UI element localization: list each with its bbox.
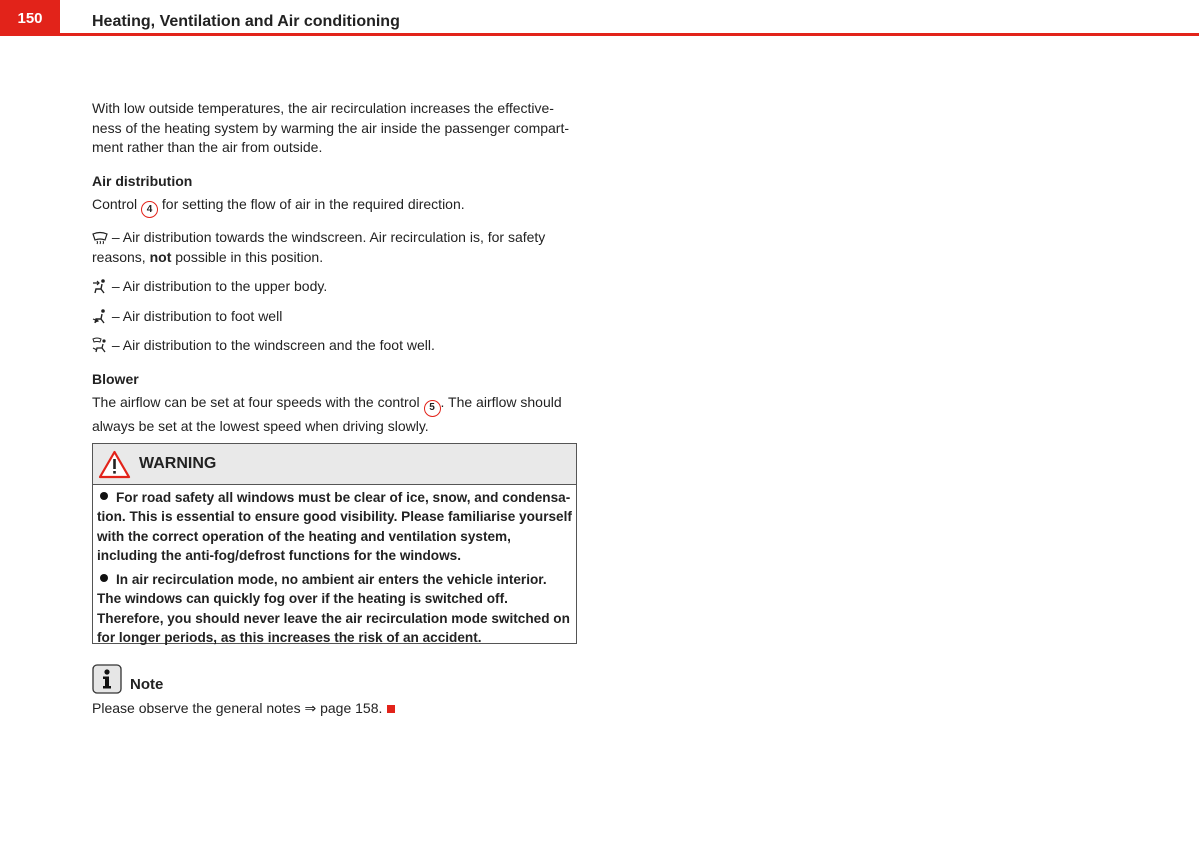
end-marker-icon	[387, 705, 395, 713]
blower-paragraph	[92, 393, 578, 436]
control-4-line	[92, 195, 578, 218]
windscreen-text: – Air distribution towards the windscreen. Air recirculation is, for safety reasons,	[92, 229, 546, 265]
header-rule	[60, 33, 1199, 36]
note-text: Please observe the general notes ⇒ page 158.	[92, 700, 383, 716]
upper-body-line	[92, 277, 578, 297]
windscreen-footwell-icon	[92, 337, 108, 353]
footwell-vent-icon	[92, 308, 108, 324]
intro-paragraph: With low outside temperatures, the air recirculation increases the effectiveness of the heating system by warming the air inside the passenger compartment rather than the air from outside.	[92, 100, 570, 155]
upper-body-text: – Air distribution to the upper body.	[111, 278, 328, 295]
windscreen-line	[92, 228, 578, 267]
windscreen-foot-line	[92, 336, 578, 356]
blower-prefix: The airflow can be set at four speeds with the control	[92, 394, 420, 411]
upper-body-vent-icon	[92, 278, 108, 294]
main-column	[92, 99, 578, 436]
note-title: Note	[130, 676, 164, 693]
warning-box	[92, 443, 577, 644]
bullet-icon	[100, 492, 108, 500]
warning-body	[93, 485, 576, 647]
warning-header	[93, 444, 576, 485]
warning-item-text: In air recirculation mode, no ambient air enters the vehicle interior. The windows can quickly fog over if the heating is switched off. Therefore, you should never leave the air recirculation mode switched on for longer periods, as this increases the risk of an accident.	[97, 572, 570, 646]
windscreen-foot-text: – Air distribution to the windscreen and the foot well.	[111, 337, 435, 354]
blower-suffix: . The airflow should always be set at the lowest speed when driving slowly.	[92, 394, 562, 434]
windscreen-defrost-icon	[92, 231, 108, 245]
windscreen-suffix: possible in this position.	[175, 248, 324, 265]
control-4-badge: 4	[141, 201, 158, 218]
note-paragraph	[92, 699, 395, 719]
warning-title: WARNING	[139, 455, 217, 472]
control-suffix: for setting the flow of air in the required direction.	[161, 196, 465, 212]
info-note-icon	[92, 664, 122, 694]
control-5-badge: 5	[424, 400, 441, 417]
foot-well-line	[92, 307, 578, 327]
control-prefix: Control	[92, 196, 138, 212]
windscreen-bold: not	[149, 248, 172, 265]
air-distribution-heading: Air distribution	[92, 172, 193, 189]
warning-item	[97, 570, 572, 647]
page-number: 150	[0, 0, 60, 36]
warning-item	[97, 488, 572, 565]
warning-item-text: For road safety all windows must be clear of ice, snow, and condensation. This is essential to ensure good visibility. Please familiarise yourself with the correct operation of the heating and ventilation system, including the anti-fog/defrost functions for the windows.	[97, 490, 572, 563]
page-title: Heating, Ventilation and Air conditioning	[92, 13, 400, 30]
foot-well-text: – Air distribution to foot well	[111, 307, 283, 324]
blower-heading: Blower	[92, 370, 139, 387]
warning-triangle-icon	[98, 450, 131, 479]
bullet-icon	[100, 574, 108, 582]
